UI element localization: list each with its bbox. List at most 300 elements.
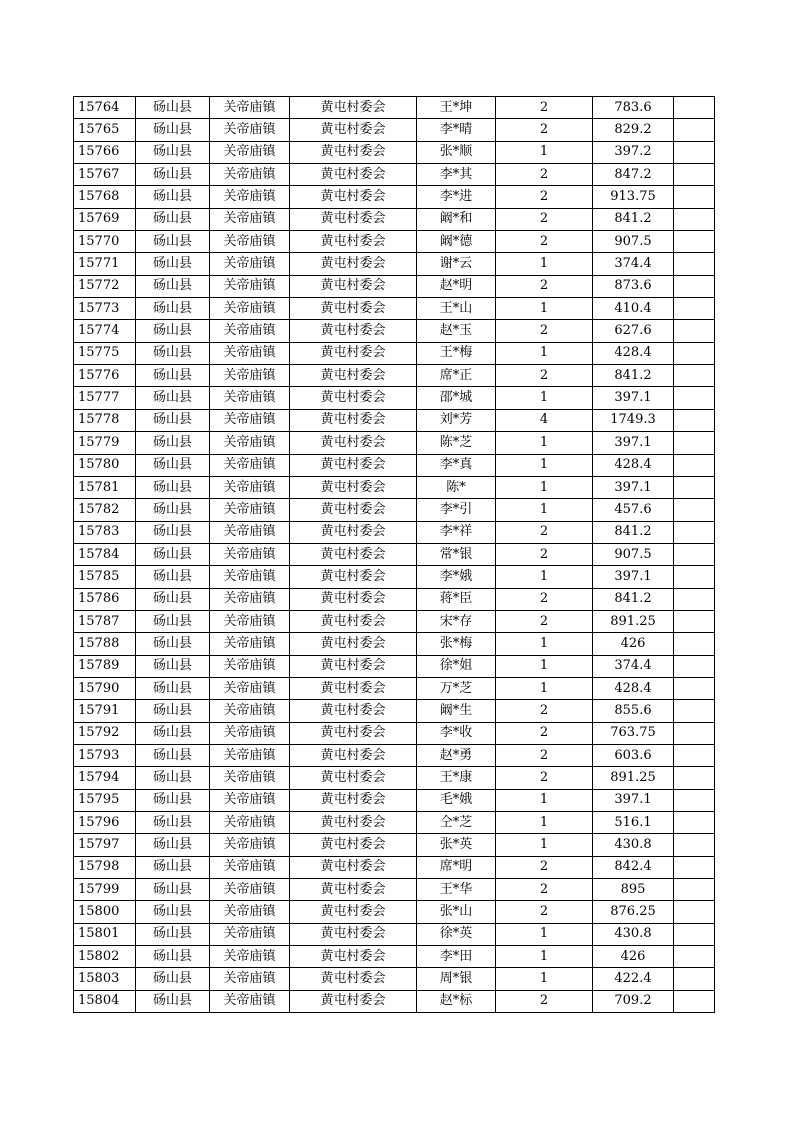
village-cell: 黄屯村委会 bbox=[290, 208, 417, 230]
town-cell: 关帝庙镇 bbox=[210, 365, 290, 387]
row-id-cell: 15798 bbox=[74, 856, 136, 878]
town-cell: 关帝庙镇 bbox=[210, 521, 290, 543]
name-cell: 陈*芝 bbox=[417, 432, 496, 454]
village-cell: 黄屯村委会 bbox=[290, 812, 417, 834]
table-row bbox=[74, 253, 715, 275]
amount-cell: 891.25 bbox=[593, 767, 674, 789]
row-id-cell: 15767 bbox=[74, 164, 136, 186]
count-cell: 1 bbox=[496, 298, 593, 320]
town-cell: 关帝庙镇 bbox=[210, 566, 290, 588]
note-cell bbox=[674, 856, 715, 878]
name-cell: 宋*存 bbox=[417, 610, 496, 632]
town-cell: 关帝庙镇 bbox=[210, 275, 290, 297]
town-cell: 关帝庙镇 bbox=[210, 387, 290, 409]
note-cell bbox=[674, 767, 715, 789]
note-cell bbox=[674, 722, 715, 744]
village-cell: 黄屯村委会 bbox=[290, 901, 417, 923]
county-cell: 砀山县 bbox=[136, 208, 210, 230]
note-cell bbox=[674, 744, 715, 766]
count-cell: 1 bbox=[496, 834, 593, 856]
county-cell: 砀山县 bbox=[136, 387, 210, 409]
note-cell bbox=[674, 454, 715, 476]
row-id-cell: 15795 bbox=[74, 789, 136, 811]
amount-cell: 426 bbox=[593, 946, 674, 968]
town-cell: 关帝庙镇 bbox=[210, 610, 290, 632]
village-cell: 黄屯村委会 bbox=[290, 365, 417, 387]
note-cell bbox=[674, 141, 715, 163]
county-cell: 砀山县 bbox=[136, 767, 210, 789]
county-cell: 砀山县 bbox=[136, 164, 210, 186]
county-cell: 砀山县 bbox=[136, 968, 210, 990]
count-cell: 1 bbox=[496, 946, 593, 968]
village-cell: 黄屯村委会 bbox=[290, 141, 417, 163]
row-id-cell: 15780 bbox=[74, 454, 136, 476]
village-cell: 黄屯村委会 bbox=[290, 700, 417, 722]
note-cell bbox=[674, 633, 715, 655]
row-id-cell: 15804 bbox=[74, 990, 136, 1012]
count-cell: 2 bbox=[496, 767, 593, 789]
name-cell: 赵*标 bbox=[417, 990, 496, 1012]
name-cell: 李*田 bbox=[417, 946, 496, 968]
town-cell: 关帝庙镇 bbox=[210, 454, 290, 476]
town-cell: 关帝庙镇 bbox=[210, 186, 290, 208]
row-id-cell: 15794 bbox=[74, 767, 136, 789]
amount-cell: 895 bbox=[593, 879, 674, 901]
county-cell: 砀山县 bbox=[136, 700, 210, 722]
name-cell: 蒋*臣 bbox=[417, 588, 496, 610]
name-cell: 李*真 bbox=[417, 454, 496, 476]
village-cell: 黄屯村委会 bbox=[290, 588, 417, 610]
amount-cell: 829.2 bbox=[593, 119, 674, 141]
town-cell: 关帝庙镇 bbox=[210, 633, 290, 655]
note-cell bbox=[674, 208, 715, 230]
table-row bbox=[74, 432, 715, 454]
amount-cell: 410.4 bbox=[593, 298, 674, 320]
note-cell bbox=[674, 409, 715, 431]
town-cell: 关帝庙镇 bbox=[210, 655, 290, 677]
town-cell: 关帝庙镇 bbox=[210, 856, 290, 878]
table-row bbox=[74, 700, 715, 722]
table-row bbox=[74, 275, 715, 297]
row-id-cell: 15765 bbox=[74, 119, 136, 141]
name-cell: 李*祥 bbox=[417, 521, 496, 543]
town-cell: 关帝庙镇 bbox=[210, 700, 290, 722]
count-cell: 1 bbox=[496, 342, 593, 364]
row-id-cell: 15773 bbox=[74, 298, 136, 320]
name-cell: 毛*娥 bbox=[417, 789, 496, 811]
count-cell: 2 bbox=[496, 588, 593, 610]
amount-cell: 873.6 bbox=[593, 275, 674, 297]
town-cell: 关帝庙镇 bbox=[210, 901, 290, 923]
county-cell: 砀山县 bbox=[136, 834, 210, 856]
row-id-cell: 15789 bbox=[74, 655, 136, 677]
village-cell: 黄屯村委会 bbox=[290, 767, 417, 789]
table-row bbox=[74, 812, 715, 834]
name-cell: 赵*玉 bbox=[417, 320, 496, 342]
table-row bbox=[74, 208, 715, 230]
town-cell: 关帝庙镇 bbox=[210, 432, 290, 454]
name-cell: 王*坤 bbox=[417, 97, 496, 119]
name-cell: 李*晴 bbox=[417, 119, 496, 141]
village-cell: 黄屯村委会 bbox=[290, 275, 417, 297]
county-cell: 砀山县 bbox=[136, 856, 210, 878]
row-id-cell: 15790 bbox=[74, 677, 136, 699]
amount-cell: 907.5 bbox=[593, 231, 674, 253]
count-cell: 1 bbox=[496, 968, 593, 990]
table-row bbox=[74, 610, 715, 632]
row-id-cell: 15769 bbox=[74, 208, 136, 230]
amount-cell: 1749.3 bbox=[593, 409, 674, 431]
count-cell: 2 bbox=[496, 700, 593, 722]
town-cell: 关帝庙镇 bbox=[210, 767, 290, 789]
village-cell: 黄屯村委会 bbox=[290, 432, 417, 454]
village-cell: 黄屯村委会 bbox=[290, 633, 417, 655]
amount-cell: 709.2 bbox=[593, 990, 674, 1012]
name-cell: 仝*芝 bbox=[417, 812, 496, 834]
row-id-cell: 15792 bbox=[74, 722, 136, 744]
amount-cell: 428.4 bbox=[593, 342, 674, 364]
row-id-cell: 15784 bbox=[74, 543, 136, 565]
row-id-cell: 15766 bbox=[74, 141, 136, 163]
name-cell: 张*英 bbox=[417, 834, 496, 856]
amount-cell: 783.6 bbox=[593, 97, 674, 119]
count-cell: 1 bbox=[496, 789, 593, 811]
name-cell: 席*明 bbox=[417, 856, 496, 878]
amount-cell: 397.2 bbox=[593, 141, 674, 163]
note-cell bbox=[674, 543, 715, 565]
town-cell: 关帝庙镇 bbox=[210, 543, 290, 565]
county-cell: 砀山县 bbox=[136, 521, 210, 543]
row-id-cell: 15772 bbox=[74, 275, 136, 297]
row-id-cell: 15797 bbox=[74, 834, 136, 856]
count-cell: 2 bbox=[496, 119, 593, 141]
county-cell: 砀山县 bbox=[136, 186, 210, 208]
table-row bbox=[74, 387, 715, 409]
row-id-cell: 15802 bbox=[74, 946, 136, 968]
town-cell: 关帝庙镇 bbox=[210, 789, 290, 811]
town-cell: 关帝庙镇 bbox=[210, 119, 290, 141]
amount-cell: 842.4 bbox=[593, 856, 674, 878]
row-id-cell: 15771 bbox=[74, 253, 136, 275]
table-row bbox=[74, 879, 715, 901]
name-cell: 赵*明 bbox=[417, 275, 496, 297]
name-cell: 王*康 bbox=[417, 767, 496, 789]
county-cell: 砀山县 bbox=[136, 946, 210, 968]
table-row bbox=[74, 946, 715, 968]
county-cell: 砀山县 bbox=[136, 543, 210, 565]
name-cell: 阚*和 bbox=[417, 208, 496, 230]
row-id-cell: 15796 bbox=[74, 812, 136, 834]
amount-cell: 397.1 bbox=[593, 432, 674, 454]
table-row bbox=[74, 744, 715, 766]
count-cell: 2 bbox=[496, 231, 593, 253]
note-cell bbox=[674, 610, 715, 632]
count-cell: 2 bbox=[496, 320, 593, 342]
count-cell: 2 bbox=[496, 365, 593, 387]
table-row bbox=[74, 454, 715, 476]
county-cell: 砀山县 bbox=[136, 409, 210, 431]
county-cell: 砀山县 bbox=[136, 722, 210, 744]
count-cell: 2 bbox=[496, 521, 593, 543]
name-cell: 张*顺 bbox=[417, 141, 496, 163]
name-cell: 李*收 bbox=[417, 722, 496, 744]
name-cell: 李*进 bbox=[417, 186, 496, 208]
note-cell bbox=[674, 298, 715, 320]
amount-cell: 847.2 bbox=[593, 164, 674, 186]
town-cell: 关帝庙镇 bbox=[210, 744, 290, 766]
count-cell: 2 bbox=[496, 97, 593, 119]
village-cell: 黄屯村委会 bbox=[290, 923, 417, 945]
village-cell: 黄屯村委会 bbox=[290, 990, 417, 1012]
table-row bbox=[74, 231, 715, 253]
count-cell: 1 bbox=[496, 387, 593, 409]
village-cell: 黄屯村委会 bbox=[290, 253, 417, 275]
data-table bbox=[73, 96, 715, 1013]
town-cell: 关帝庙镇 bbox=[210, 588, 290, 610]
count-cell: 1 bbox=[496, 476, 593, 498]
village-cell: 黄屯村委会 bbox=[290, 610, 417, 632]
town-cell: 关帝庙镇 bbox=[210, 253, 290, 275]
count-cell: 2 bbox=[496, 543, 593, 565]
amount-cell: 841.2 bbox=[593, 208, 674, 230]
count-cell: 1 bbox=[496, 253, 593, 275]
table-row bbox=[74, 342, 715, 364]
note-cell bbox=[674, 365, 715, 387]
row-id-cell: 15774 bbox=[74, 320, 136, 342]
village-cell: 黄屯村委会 bbox=[290, 186, 417, 208]
count-cell: 1 bbox=[496, 633, 593, 655]
note-cell bbox=[674, 342, 715, 364]
county-cell: 砀山县 bbox=[136, 812, 210, 834]
county-cell: 砀山县 bbox=[136, 298, 210, 320]
amount-cell: 841.2 bbox=[593, 521, 674, 543]
count-cell: 2 bbox=[496, 610, 593, 632]
row-id-cell: 15777 bbox=[74, 387, 136, 409]
amount-cell: 426 bbox=[593, 633, 674, 655]
name-cell: 张*山 bbox=[417, 901, 496, 923]
county-cell: 砀山县 bbox=[136, 432, 210, 454]
document-page bbox=[73, 96, 715, 1013]
name-cell: 刘*芳 bbox=[417, 409, 496, 431]
village-cell: 黄屯村委会 bbox=[290, 320, 417, 342]
table-row bbox=[74, 968, 715, 990]
amount-cell: 422.4 bbox=[593, 968, 674, 990]
amount-cell: 428.4 bbox=[593, 677, 674, 699]
count-cell: 1 bbox=[496, 677, 593, 699]
name-cell: 阚*生 bbox=[417, 700, 496, 722]
table-row bbox=[74, 119, 715, 141]
town-cell: 关帝庙镇 bbox=[210, 677, 290, 699]
county-cell: 砀山县 bbox=[136, 454, 210, 476]
count-cell: 2 bbox=[496, 744, 593, 766]
amount-cell: 430.8 bbox=[593, 923, 674, 945]
row-id-cell: 15785 bbox=[74, 566, 136, 588]
table-row bbox=[74, 141, 715, 163]
amount-cell: 374.4 bbox=[593, 253, 674, 275]
row-id-cell: 15764 bbox=[74, 97, 136, 119]
village-cell: 黄屯村委会 bbox=[290, 834, 417, 856]
count-cell: 1 bbox=[496, 655, 593, 677]
name-cell: 张*梅 bbox=[417, 633, 496, 655]
count-cell: 1 bbox=[496, 432, 593, 454]
village-cell: 黄屯村委会 bbox=[290, 722, 417, 744]
amount-cell: 841.2 bbox=[593, 365, 674, 387]
county-cell: 砀山县 bbox=[136, 789, 210, 811]
name-cell: 王*梅 bbox=[417, 342, 496, 364]
village-cell: 黄屯村委会 bbox=[290, 298, 417, 320]
name-cell: 李*其 bbox=[417, 164, 496, 186]
town-cell: 关帝庙镇 bbox=[210, 97, 290, 119]
count-cell: 1 bbox=[496, 566, 593, 588]
village-cell: 黄屯村委会 bbox=[290, 543, 417, 565]
amount-cell: 397.1 bbox=[593, 476, 674, 498]
note-cell bbox=[674, 119, 715, 141]
note-cell bbox=[674, 990, 715, 1012]
county-cell: 砀山县 bbox=[136, 499, 210, 521]
name-cell: 徐*英 bbox=[417, 923, 496, 945]
village-cell: 黄屯村委会 bbox=[290, 342, 417, 364]
count-cell: 1 bbox=[496, 141, 593, 163]
town-cell: 关帝庙镇 bbox=[210, 722, 290, 744]
note-cell bbox=[674, 566, 715, 588]
row-id-cell: 15779 bbox=[74, 432, 136, 454]
table-row bbox=[74, 901, 715, 923]
village-cell: 黄屯村委会 bbox=[290, 856, 417, 878]
town-cell: 关帝庙镇 bbox=[210, 968, 290, 990]
note-cell bbox=[674, 499, 715, 521]
count-cell: 1 bbox=[496, 454, 593, 476]
note-cell bbox=[674, 901, 715, 923]
row-id-cell: 15775 bbox=[74, 342, 136, 364]
count-cell: 2 bbox=[496, 879, 593, 901]
amount-cell: 516.1 bbox=[593, 812, 674, 834]
note-cell bbox=[674, 164, 715, 186]
county-cell: 砀山县 bbox=[136, 141, 210, 163]
village-cell: 黄屯村委会 bbox=[290, 879, 417, 901]
table-row bbox=[74, 990, 715, 1012]
amount-cell: 763.75 bbox=[593, 722, 674, 744]
note-cell bbox=[674, 812, 715, 834]
count-cell: 2 bbox=[496, 164, 593, 186]
row-id-cell: 15786 bbox=[74, 588, 136, 610]
table-row bbox=[74, 298, 715, 320]
count-cell: 1 bbox=[496, 923, 593, 945]
note-cell bbox=[674, 253, 715, 275]
village-cell: 黄屯村委会 bbox=[290, 119, 417, 141]
town-cell: 关帝庙镇 bbox=[210, 923, 290, 945]
amount-cell: 428.4 bbox=[593, 454, 674, 476]
village-cell: 黄屯村委会 bbox=[290, 387, 417, 409]
town-cell: 关帝庙镇 bbox=[210, 476, 290, 498]
count-cell: 2 bbox=[496, 208, 593, 230]
note-cell bbox=[674, 677, 715, 699]
note-cell bbox=[674, 946, 715, 968]
county-cell: 砀山县 bbox=[136, 655, 210, 677]
note-cell bbox=[674, 97, 715, 119]
table-row bbox=[74, 767, 715, 789]
row-id-cell: 15770 bbox=[74, 231, 136, 253]
county-cell: 砀山县 bbox=[136, 879, 210, 901]
amount-cell: 913.75 bbox=[593, 186, 674, 208]
note-cell bbox=[674, 476, 715, 498]
row-id-cell: 15793 bbox=[74, 744, 136, 766]
note-cell bbox=[674, 231, 715, 253]
note-cell bbox=[674, 789, 715, 811]
village-cell: 黄屯村委会 bbox=[290, 744, 417, 766]
amount-cell: 430.8 bbox=[593, 834, 674, 856]
count-cell: 2 bbox=[496, 186, 593, 208]
name-cell: 李*娥 bbox=[417, 566, 496, 588]
county-cell: 砀山县 bbox=[136, 566, 210, 588]
amount-cell: 907.5 bbox=[593, 543, 674, 565]
count-cell: 2 bbox=[496, 901, 593, 923]
table-row bbox=[74, 476, 715, 498]
row-id-cell: 15788 bbox=[74, 633, 136, 655]
note-cell bbox=[674, 320, 715, 342]
name-cell: 王*华 bbox=[417, 879, 496, 901]
amount-cell: 374.4 bbox=[593, 655, 674, 677]
table-row bbox=[74, 789, 715, 811]
village-cell: 黄屯村委会 bbox=[290, 476, 417, 498]
table-row bbox=[74, 856, 715, 878]
village-cell: 黄屯村委会 bbox=[290, 521, 417, 543]
county-cell: 砀山县 bbox=[136, 320, 210, 342]
table-row bbox=[74, 722, 715, 744]
name-cell: 徐*姐 bbox=[417, 655, 496, 677]
village-cell: 黄屯村委会 bbox=[290, 454, 417, 476]
county-cell: 砀山县 bbox=[136, 231, 210, 253]
village-cell: 黄屯村委会 bbox=[290, 566, 417, 588]
amount-cell: 891.25 bbox=[593, 610, 674, 632]
name-cell: 阚*德 bbox=[417, 231, 496, 253]
note-cell bbox=[674, 923, 715, 945]
table-row bbox=[74, 521, 715, 543]
town-cell: 关帝庙镇 bbox=[210, 946, 290, 968]
note-cell bbox=[674, 432, 715, 454]
name-cell: 赵*勇 bbox=[417, 744, 496, 766]
village-cell: 黄屯村委会 bbox=[290, 97, 417, 119]
village-cell: 黄屯村委会 bbox=[290, 789, 417, 811]
row-id-cell: 15776 bbox=[74, 365, 136, 387]
name-cell: 邵*城 bbox=[417, 387, 496, 409]
table-body bbox=[74, 97, 715, 1013]
table-row bbox=[74, 588, 715, 610]
note-cell bbox=[674, 588, 715, 610]
town-cell: 关帝庙镇 bbox=[210, 320, 290, 342]
village-cell: 黄屯村委会 bbox=[290, 968, 417, 990]
town-cell: 关帝庙镇 bbox=[210, 141, 290, 163]
town-cell: 关帝庙镇 bbox=[210, 342, 290, 364]
table-row bbox=[74, 923, 715, 945]
count-cell: 2 bbox=[496, 856, 593, 878]
town-cell: 关帝庙镇 bbox=[210, 990, 290, 1012]
row-id-cell: 15778 bbox=[74, 409, 136, 431]
county-cell: 砀山县 bbox=[136, 97, 210, 119]
amount-cell: 627.6 bbox=[593, 320, 674, 342]
county-cell: 砀山县 bbox=[136, 119, 210, 141]
name-cell: 席*正 bbox=[417, 365, 496, 387]
table-row bbox=[74, 655, 715, 677]
town-cell: 关帝庙镇 bbox=[210, 879, 290, 901]
county-cell: 砀山县 bbox=[136, 610, 210, 632]
name-cell: 李*引 bbox=[417, 499, 496, 521]
row-id-cell: 15783 bbox=[74, 521, 136, 543]
county-cell: 砀山县 bbox=[136, 901, 210, 923]
row-id-cell: 15791 bbox=[74, 700, 136, 722]
table-row bbox=[74, 164, 715, 186]
table-row bbox=[74, 186, 715, 208]
town-cell: 关帝庙镇 bbox=[210, 208, 290, 230]
